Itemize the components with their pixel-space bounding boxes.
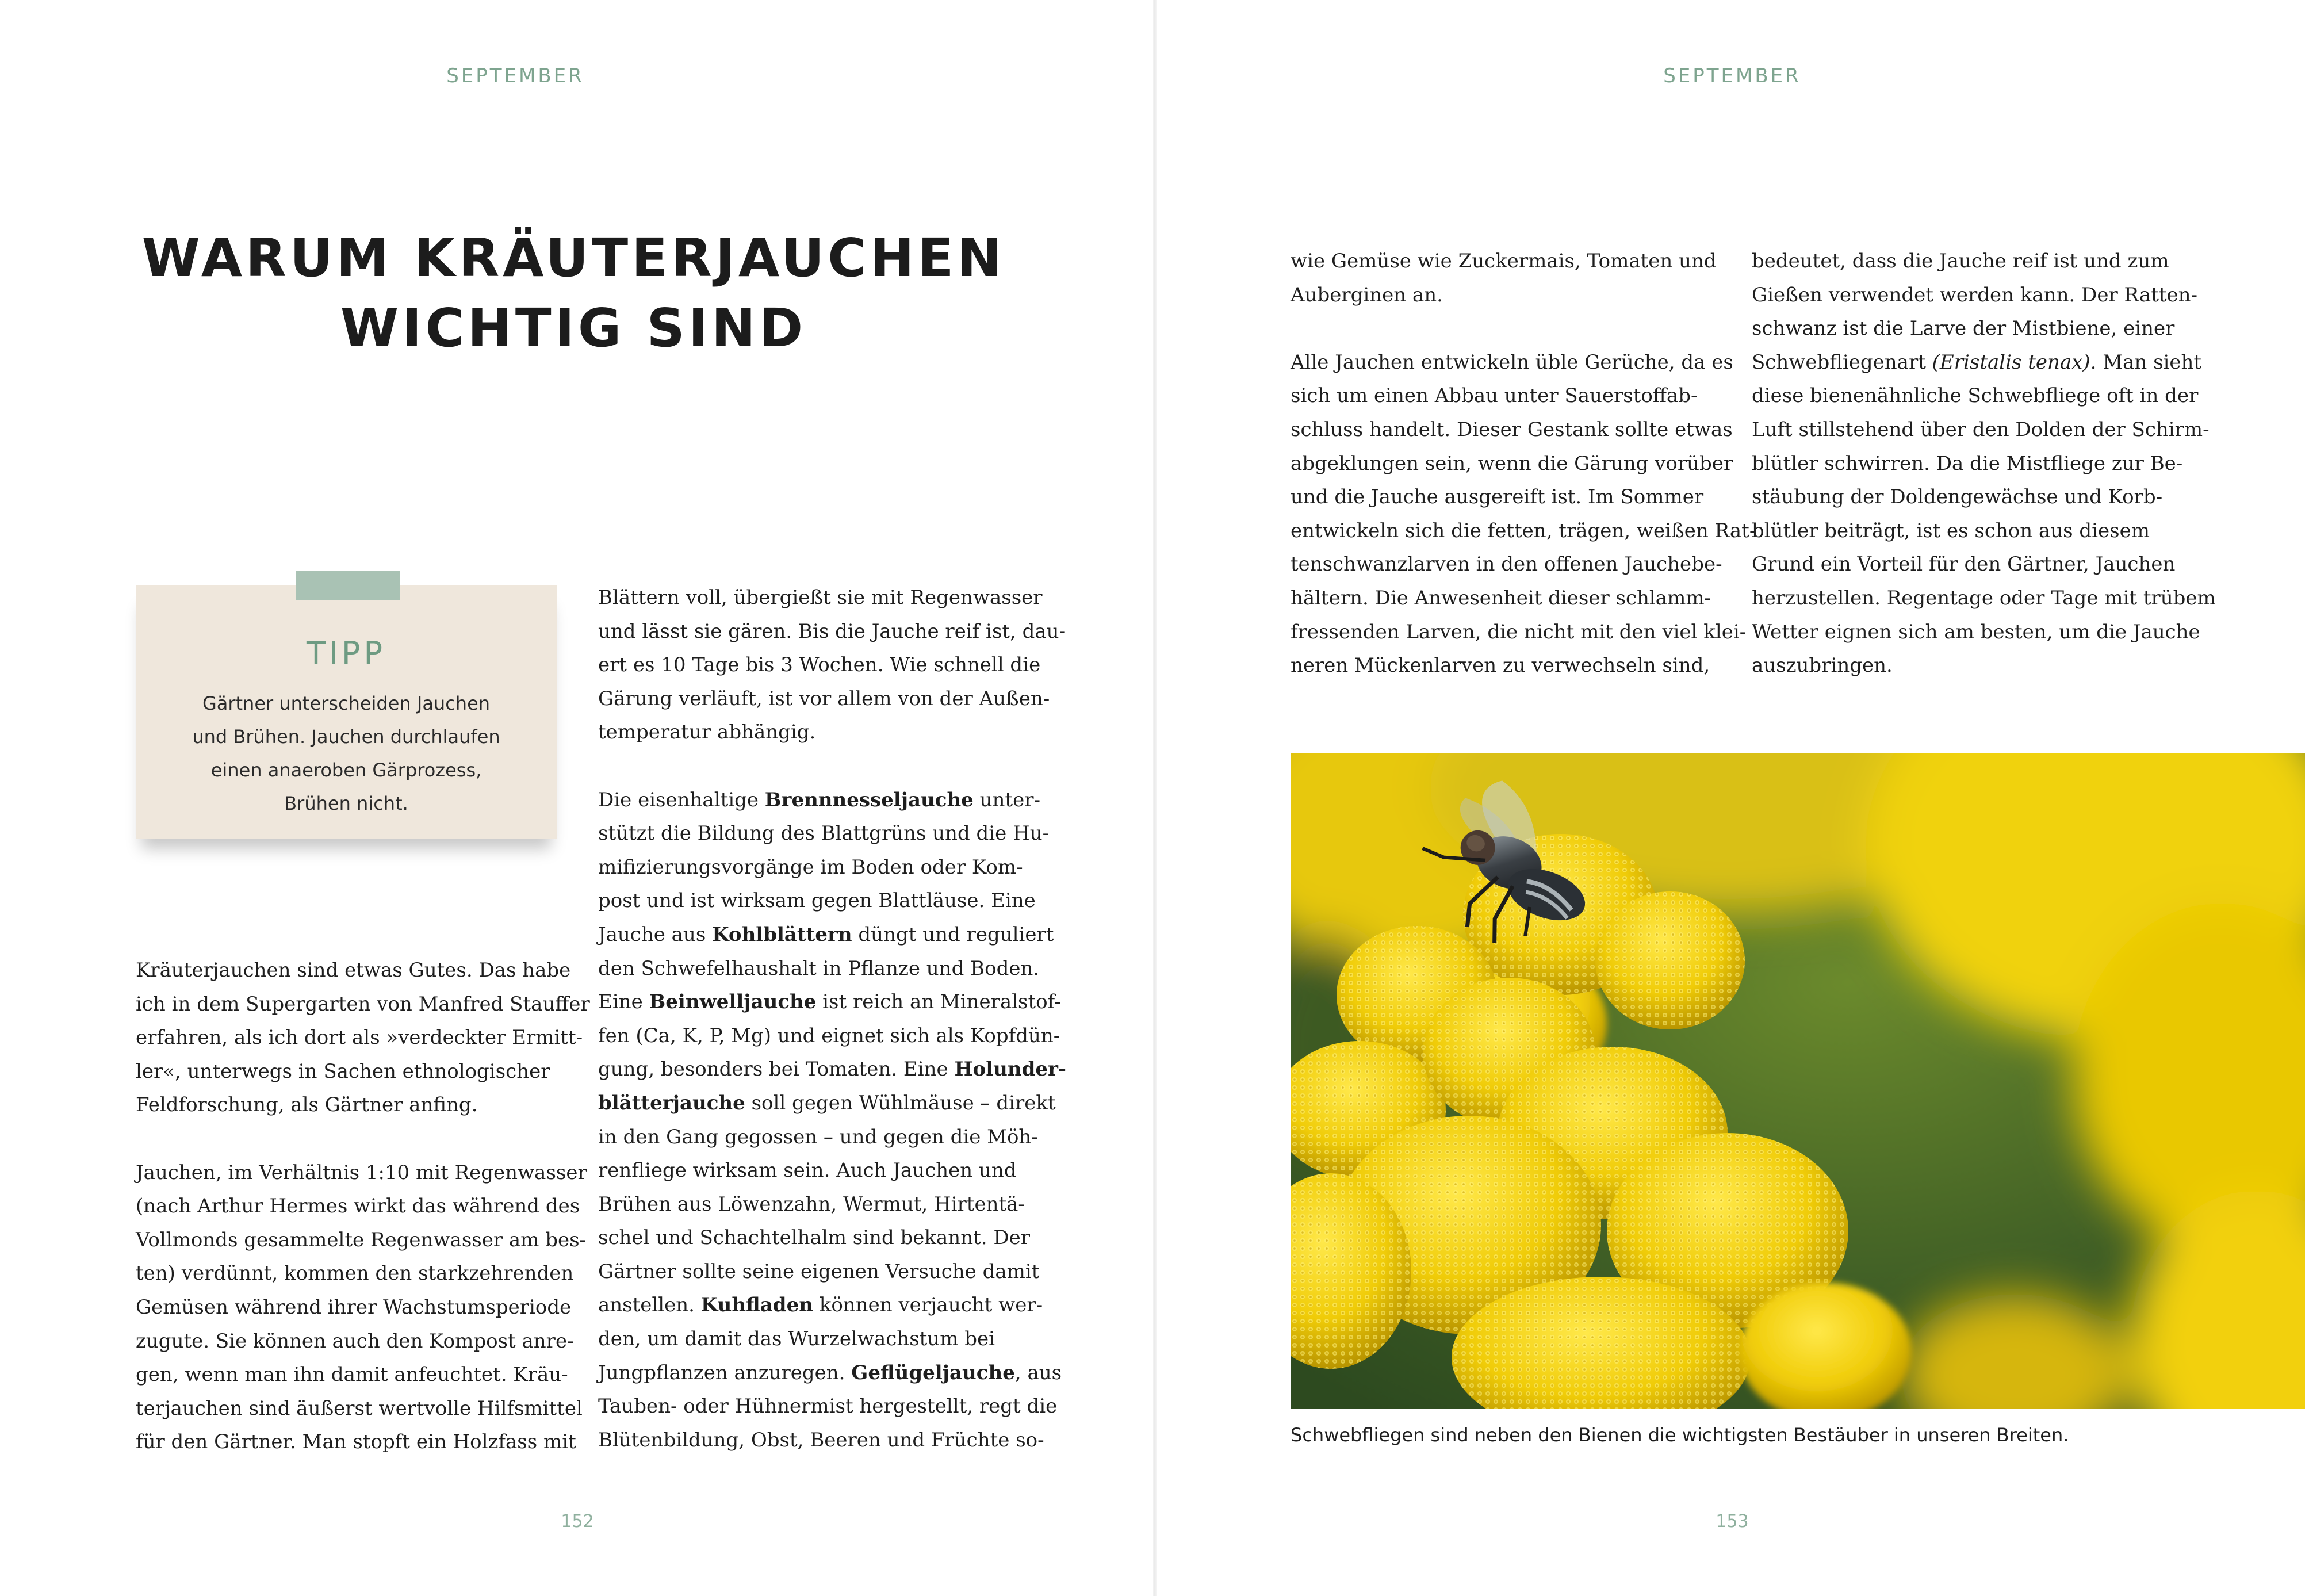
- text-line: stützt die Bildung des Blattgrüns und die Hu-: [598, 822, 1050, 845]
- text-line: für den Gärtner. Man stopft ein Holzfass mit: [136, 1430, 576, 1454]
- running-head-left: SEPTEMBER: [446, 64, 584, 87]
- text-line: schel und Schachtelhalm sind bekannt. Der: [598, 1226, 1031, 1250]
- page-title: [136, 223, 1011, 363]
- title-line-1: WARUM KRÄUTERJAUCHEN: [141, 227, 1005, 289]
- page-number-left: 152: [561, 1511, 594, 1532]
- paragraph: [136, 954, 590, 1122]
- tipp-line: und Brühen. Jauchen durchlaufen: [192, 726, 500, 748]
- text-line: sich um einen Abbau unter Sauerstoffab-: [1291, 384, 1698, 408]
- text-column-4: [1752, 244, 2216, 716]
- text-line: [598, 783, 1058, 817]
- text-line: [598, 1052, 1067, 1086]
- keyword: Beinwelljauche: [649, 990, 817, 1014]
- text-line: hältern. Die Anwesenheit dieser schlamm-: [1291, 586, 1711, 610]
- text-line: gen, wenn man ihn damit anfeuchtet. Kräu-: [136, 1363, 568, 1387]
- text-line: schluss handelt. Dieser Gestank sollte etwas: [1291, 418, 1733, 441]
- text-line: Brühen aus Löwenzahn, Wermut, Hirtentä-: [598, 1192, 1025, 1216]
- keyword: Holunder-: [954, 1058, 1067, 1081]
- text-line: blütler beiträgt, ist es schon aus diesem: [1752, 519, 2150, 542]
- text-run: düngt und reguliert: [852, 923, 1054, 946]
- text-line: in den Gang gegossen – und gegen die Möh-: [598, 1125, 1038, 1149]
- paragraph: [1291, 346, 1756, 683]
- text-run: ist reich an Mineralstof-: [816, 990, 1061, 1014]
- text-line: Vollmonds gesammelte Regenwasser am bes-: [136, 1228, 587, 1251]
- text-line: renfliege wirksam sein. Auch Jauchen und: [598, 1159, 1017, 1182]
- text-line: schwanz ist die Larve der Mistbiene, einer: [1752, 317, 2175, 340]
- text-line: und die Jauche ausgereift ist. Im Sommer: [1291, 485, 1704, 509]
- text-run: . Man sieht: [2090, 350, 2202, 374]
- text-line: [598, 1356, 1062, 1390]
- text-line: Luft stillstehend über den Dolden der Schirm-: [1752, 418, 2210, 441]
- text-line: erfahren, als ich dort als »verdeckter Ermitt-: [136, 1026, 583, 1050]
- hoverfly-on-tansy-illustration: [1291, 753, 2305, 1409]
- tipp-tab: [296, 571, 400, 600]
- text-column-3: [1291, 244, 1756, 716]
- text-line: Alle Jauchen entwickeln üble Gerüche, da es: [1291, 350, 1733, 374]
- text-line: auszubringen.: [1752, 654, 1893, 678]
- text-run: anstellen.: [598, 1293, 701, 1317]
- text-line: Tauben- oder Hühnermist hergestellt, regt die: [598, 1395, 1058, 1418]
- paragraph: [598, 581, 1066, 749]
- text-line: [598, 1086, 1058, 1120]
- running-head-right: SEPTEMBER: [1663, 64, 1801, 87]
- text-line: den, um damit das Wurzelwachstum bei: [598, 1327, 995, 1351]
- text-line: entwickeln sich die fetten, trägen, weißen Rat-: [1291, 519, 1756, 542]
- text-line: fressenden Larven, die nicht mit den viel klei-: [1291, 620, 1747, 644]
- text-column-1: [136, 954, 590, 1493]
- text-line: [1752, 346, 2212, 380]
- text-line: Kräuterjauchen sind etwas Gutes. Das habe: [136, 959, 571, 982]
- text-line: und lässt sie gären. Bis die Jauche reif ist, dau-: [598, 619, 1066, 643]
- text-line: stäubung der Doldengewächse und Korb-: [1752, 485, 2163, 509]
- keyword: Geflügeljauche: [851, 1361, 1015, 1384]
- keyword: Kuhfladen: [700, 1293, 813, 1317]
- text-line: Feldforschung, als Gärtner anfing.: [136, 1093, 478, 1117]
- text-line: Wetter eignen sich am besten, um die Jauche: [1752, 620, 2200, 644]
- text-run: Jungpflanzen anzuregen.: [598, 1361, 852, 1384]
- paragraph: [1291, 244, 1739, 312]
- keyword: blätterjauche: [598, 1091, 745, 1115]
- text-line: den Schwefelhaushalt in Pflanze und Boden.: [598, 956, 1040, 980]
- right-page: [1155, 0, 2309, 1596]
- text-run: unter-: [973, 788, 1040, 812]
- title-line-2: WICHTIG SIND: [340, 297, 807, 359]
- text-line: Gärung verläuft, ist vor allem von der Außen-: [598, 687, 1050, 710]
- page-number-right: 153: [1716, 1511, 1749, 1532]
- text-line: mifizierungsvorgänge im Boden oder Kom-: [598, 855, 1023, 879]
- text-line: [598, 985, 1061, 1019]
- text-line: post und ist wirksam gegen Blattläuse. Eine: [598, 889, 1036, 913]
- text-line: blütler schwirren. Da die Mistfliege zur Be-: [1752, 451, 2183, 475]
- text-run: Eine: [598, 990, 649, 1014]
- paragraph: [136, 1156, 587, 1459]
- text-run: Schwebfliegenart: [1752, 350, 1932, 374]
- text-line: Blütenbildung, Obst, Beeren und Früchte so-: [598, 1428, 1044, 1452]
- text-line: diese bienenähnliche Schwebfliege oft in der: [1752, 384, 2199, 408]
- text-line: Gärtner sollte seine eigenen Versuche damit: [598, 1260, 1040, 1283]
- text-run: Die eisenhaltige: [598, 788, 765, 812]
- text-line: temperatur abhängig.: [598, 721, 816, 744]
- text-line: fen (Ca, K, P, Mg) und eignet sich als Kopfdün-: [598, 1024, 1060, 1047]
- text-line: Blättern voll, übergießt sie mit Regenwasser: [598, 586, 1043, 609]
- species-name: (Eristalis tenax): [1932, 350, 2090, 374]
- tipp-line: Brühen nicht.: [284, 793, 408, 814]
- text-run: können verjaucht wer-: [813, 1293, 1043, 1317]
- text-line: herzustellen. Regentage oder Tage mit trübem: [1752, 586, 2216, 610]
- text-line: zugute. Sie können auch den Kompost anre-: [136, 1329, 574, 1353]
- text-line: ten) verdünnt, kommen den starkzehrenden: [136, 1262, 574, 1285]
- text-line: [598, 1288, 1058, 1322]
- tipp-text: [159, 687, 534, 820]
- text-line: wie Gemüse wie Zuckermais, Tomaten und: [1291, 250, 1717, 273]
- text-run: Jauche aus: [598, 923, 713, 946]
- text-run: gung, besonders bei Tomaten. Eine: [598, 1058, 955, 1081]
- text-line: [598, 918, 1058, 952]
- text-line: ich in dem Supergarten von Manfred Stauffer: [136, 992, 590, 1016]
- text-line: Jauchen, im Verhältnis 1:10 mit Regenwasser: [136, 1161, 587, 1184]
- text-line: Grund ein Vorteil für den Gärtner, Jauchen: [1752, 553, 2176, 576]
- text-line: bedeutet, dass die Jauche reif ist und zum: [1752, 250, 2169, 273]
- text-line: (nach Arthur Hermes wirkt das während des: [136, 1195, 580, 1218]
- tipp-line: Gärtner unterscheiden Jauchen: [202, 692, 491, 714]
- keyword: Brennnesseljauche: [764, 788, 974, 812]
- text-line: tenschwanzlarven in den offenen Jauchebe-: [1291, 553, 1722, 576]
- text-line: ert es 10 Tage bis 3 Wochen. Wie schnell die: [598, 653, 1041, 677]
- keyword: Kohlblättern: [712, 923, 852, 946]
- left-page: [0, 0, 1154, 1596]
- text-line: neren Mückenlarven zu verwechseln sind,: [1291, 654, 1710, 678]
- text-line: Gießen verwendet werden kann. Der Ratten-: [1752, 283, 2198, 307]
- tipp-heading: TIPP: [306, 635, 386, 671]
- tipp-box: [136, 585, 557, 839]
- paragraph: [1752, 244, 2216, 683]
- hoverfly-photo: [1291, 753, 2305, 1409]
- text-line: ler«, unterwegs in Sachen ethnologischer: [136, 1059, 550, 1083]
- text-run: , aus: [1014, 1361, 1062, 1384]
- photo-caption: Schwebfliegen sind neben den Bienen die wichtigsten Bestäuber in unseren Breiten.: [1291, 1424, 2069, 1446]
- text-line: abgeklungen sein, wenn die Gärung vorüber: [1291, 451, 1733, 475]
- text-run: soll gegen Wühlmäuse – direkt: [745, 1091, 1056, 1115]
- text-line: Gemüsen während ihrer Wachstumsperiode: [136, 1295, 572, 1319]
- text-line: terjauchen sind äußerst wertvolle Hilfsmittel: [136, 1396, 583, 1420]
- paragraph: [598, 783, 1067, 1457]
- text-line: Auberginen an.: [1291, 283, 1443, 307]
- text-column-2: [598, 581, 1067, 1491]
- tipp-line: einen anaeroben Gärprozess,: [210, 759, 482, 781]
